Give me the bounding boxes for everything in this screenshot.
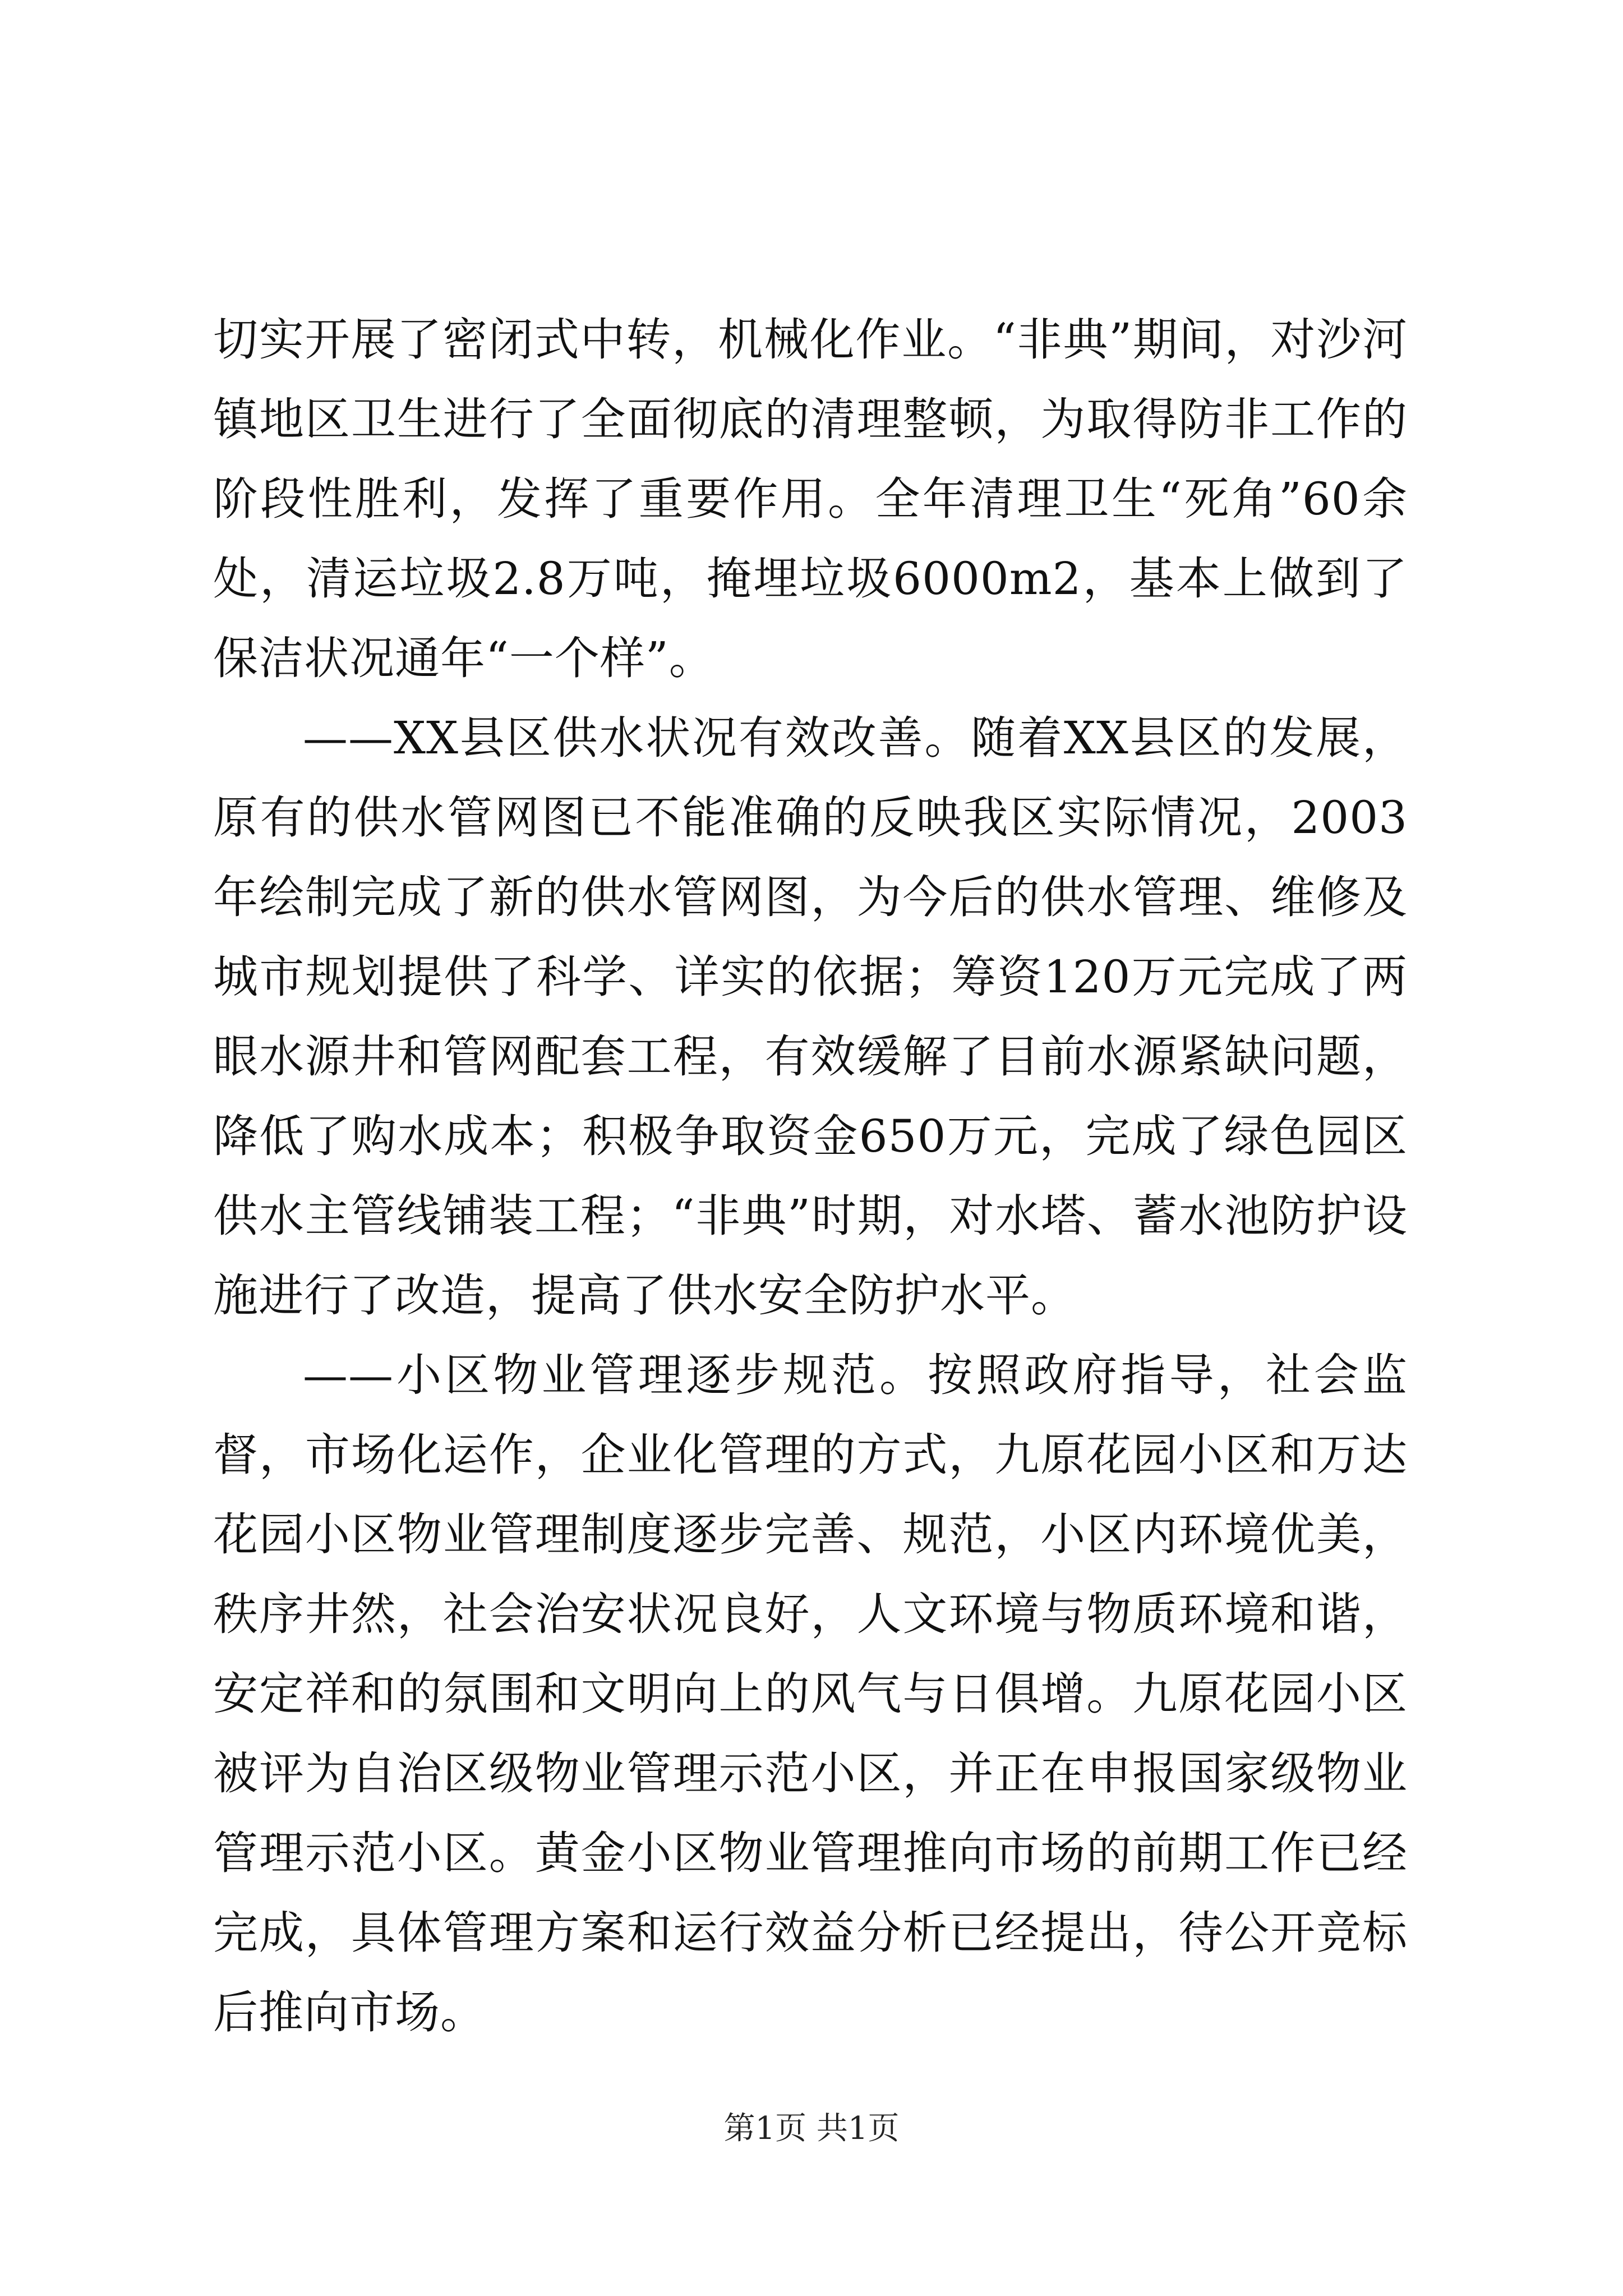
document-body (213, 300, 1408, 2053)
page-footer: 第1页 共1页 (723, 2110, 900, 2147)
paragraph-property-management: ——小区物业管理逐步规范。按照政府指导，社会监督，市场化运作，企业化管理的方式，九原花园小区和万达花园小区物业管理制度逐步完善、规范，小区内环境优美，秩序井然，社会治安状况良好，人文环境与物质环境和谐，安定祥和的氛围和文明向上的风气与日俱增。九原花园小区被评为自治区级物业管理示范小区，并正在申报国家级物业管理示范小区。黄金小区物业管理推向市场的前期工作已经完成，具体管理方案和运行效益分析已经提出，待公开竞标后推向市场。 (213, 1349, 1408, 2039)
paragraph-water-supply: ——XX县区供水状况有效改善。随着XX县区的发展，原有的供水管网图已不能准确的反映我区实际情况，2003年绘制完成了新的供水管网图，为今后的供水管理、维修及城市规划提供了科学、详实的依据；筹资120万元完成了两眼水源井和管网配套工程，有效缓解了目前水源紧缺问题，降低了购水成本；积极争取资金650万元，完成了绿色园区供水主管线铺装工程；“非典”时期，对水塔、蓄水池防护设施进行了改造，提高了供水安全防护水平。 (213, 712, 1408, 1322)
paragraph-sanitation: 切实开展了密闭式中转，机械化作业。“非典”期间，对沙河镇地区卫生进行了全面彻底的清理整顿，为取得防非工作的阶段性胜利，发挥了重要作用。全年清理卫生“死角”60余处，清运垃圾2.8万吨，掩埋垃圾6000m2，基本上做到了保洁状况通年“一个样”。 (213, 314, 1408, 684)
